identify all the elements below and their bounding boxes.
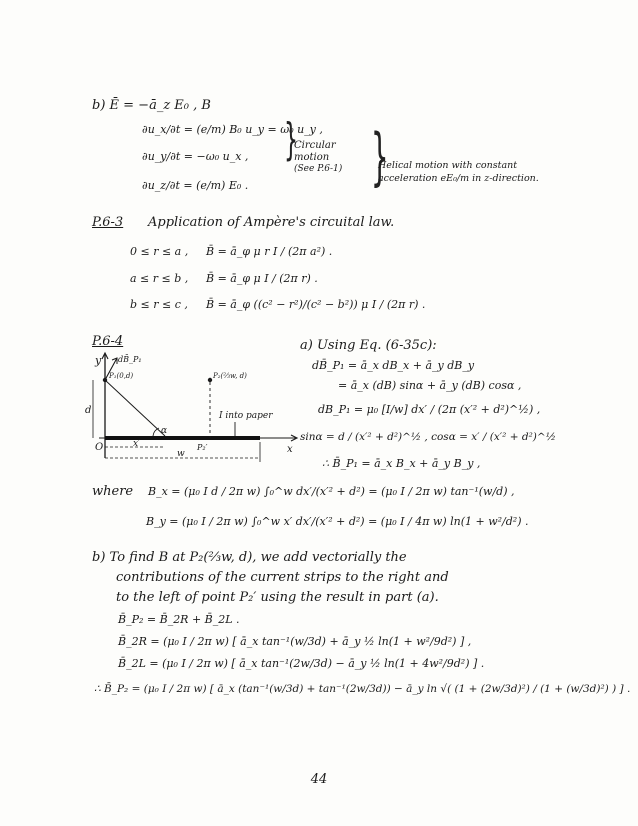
current-strip-figure bbox=[85, 350, 305, 465]
b2l-equation: B̄_2L = (μ₀ I / 2π w) [ ā_x tan⁻¹(2w/3d) − ā_y ½ ln(1 + 4w²/9d²) ] . bbox=[118, 657, 485, 670]
eq-dux-dt: ∂u_x/∂t = (e/m) B₀ u_y = ω₀ u_y , bbox=[142, 123, 323, 136]
p63-range-1: 0 ≤ r ≤ a , bbox=[130, 245, 189, 258]
p64a-eq4: sinα = d / (x′² + d²)^½ , cosα = x′ / (x′² + d²)^½ bbox=[300, 431, 556, 443]
p64b-line2: contributions of the current strips to the right and bbox=[116, 570, 449, 585]
bp2-final: ∴ B̄_P₂ = (μ₀ I / 2π w) [ ā_x (tan⁻¹(w/3d) + tan⁻¹(2w/3d)) − ā_y ln √( (1 + (2w/3d)²) / (1 + (w/3d)²) ) ] . bbox=[94, 683, 631, 695]
db-label: dB̄_P₁ bbox=[118, 355, 142, 364]
b2r-equation: B̄_2R = (μ₀ I / 2π w) [ ā_x tan⁻¹(w/3d) + ā_y ½ ln(1 + w²/9d²) ] , bbox=[118, 635, 472, 648]
xprime-label: x′ bbox=[133, 439, 141, 449]
bx-equation: B_x = (μ₀ I d / 2π w) ∫₀^w dx′/(x′² + d²) = (μ₀ I / 2π w) tan⁻¹(w/d) , bbox=[148, 485, 515, 498]
p63-title: Application of Ampère's circuital law. bbox=[148, 215, 395, 230]
p63-eq-3: B̄ = ā_φ ((c² − r²)/(c² − b²)) μ I / (2π r) . bbox=[206, 298, 426, 311]
p64a-eq1: dB̄_P₁ = ā_x dB_x + ā_y dB_y bbox=[312, 359, 475, 372]
p63-eq-1: B̄ = ā_φ μ r I / (2π a²) . bbox=[206, 245, 333, 258]
brace-circular: } bbox=[284, 114, 298, 165]
see-p61-label: (See P.6-1) bbox=[294, 164, 343, 174]
p1-label: P₁(0,d) bbox=[109, 372, 134, 380]
p64a-eq2: = ā_x (dB) sinα + ā_y (dB) cosα , bbox=[338, 379, 522, 392]
helical-label-2: acceleration eE₀/m in z-direction. bbox=[378, 173, 539, 184]
page-number: 44 bbox=[310, 772, 328, 787]
p63-eq-2: B̄ = ā_φ μ I / (2π r) . bbox=[206, 272, 318, 285]
eq-duy-dt: ∂u_y/∂t = −ω₀ u_x , bbox=[142, 150, 249, 163]
p64-heading: P.6-4 bbox=[92, 334, 124, 349]
p64a-eq3: dB_P₁ = μ₀ [I/w] dx′ / (2π (x′² + d²)^½) , bbox=[318, 403, 541, 416]
p63-range-2: a ≤ r ≤ b , bbox=[130, 272, 189, 285]
p1-to-element-line bbox=[105, 380, 168, 436]
y-axis-label: y bbox=[95, 354, 102, 367]
where-label: where bbox=[92, 484, 134, 499]
p64a-using: a) Using Eq. (6-35c): bbox=[300, 338, 437, 353]
point-p2 bbox=[208, 378, 212, 382]
motion-label: motion bbox=[294, 152, 330, 163]
origin-label: O bbox=[95, 442, 104, 453]
e-field-line: b) Ē = −ā_z E₀ , B bbox=[92, 98, 211, 113]
p64b-line3: to the left of point P₂′ using the result in part (a). bbox=[116, 590, 439, 605]
eq-duz-dt: ∂u_z/∂t = (e/m) E₀ . bbox=[142, 179, 249, 192]
p63-heading: P.6-3 bbox=[92, 215, 124, 230]
d-label: d bbox=[85, 405, 92, 416]
p64b-line1: b) To find B at P₂(⅔w, d), we add vectorially the bbox=[92, 550, 407, 565]
brace-helical: } bbox=[370, 120, 389, 193]
p64a-eq5: ∴ B̄_P₁ = ā_x B_x + ā_y B_y , bbox=[322, 457, 481, 470]
p63-range-3: b ≤ r ≤ c , bbox=[130, 298, 188, 311]
p2-label: P₂(⅔w, d) bbox=[213, 372, 247, 380]
w-label: w bbox=[177, 449, 185, 459]
p2prime-label: P₂′ bbox=[197, 443, 208, 452]
current-label: I into paper bbox=[219, 411, 273, 421]
by-equation: B_y = (μ₀ I / 2π w) ∫₀^w x′ dx′/(x′² + d²) = (μ₀ I / 4π w) ln(1 + w²/d²) . bbox=[146, 515, 529, 528]
bp2-sum: B̄_P₂ = B̄_2R + B̄_2L . bbox=[118, 613, 240, 626]
x-axis-label: x bbox=[287, 444, 293, 455]
alpha-label: α bbox=[161, 426, 168, 436]
circular-label: Circular bbox=[294, 140, 336, 151]
helical-label-1: Helical motion with constant bbox=[378, 160, 518, 171]
